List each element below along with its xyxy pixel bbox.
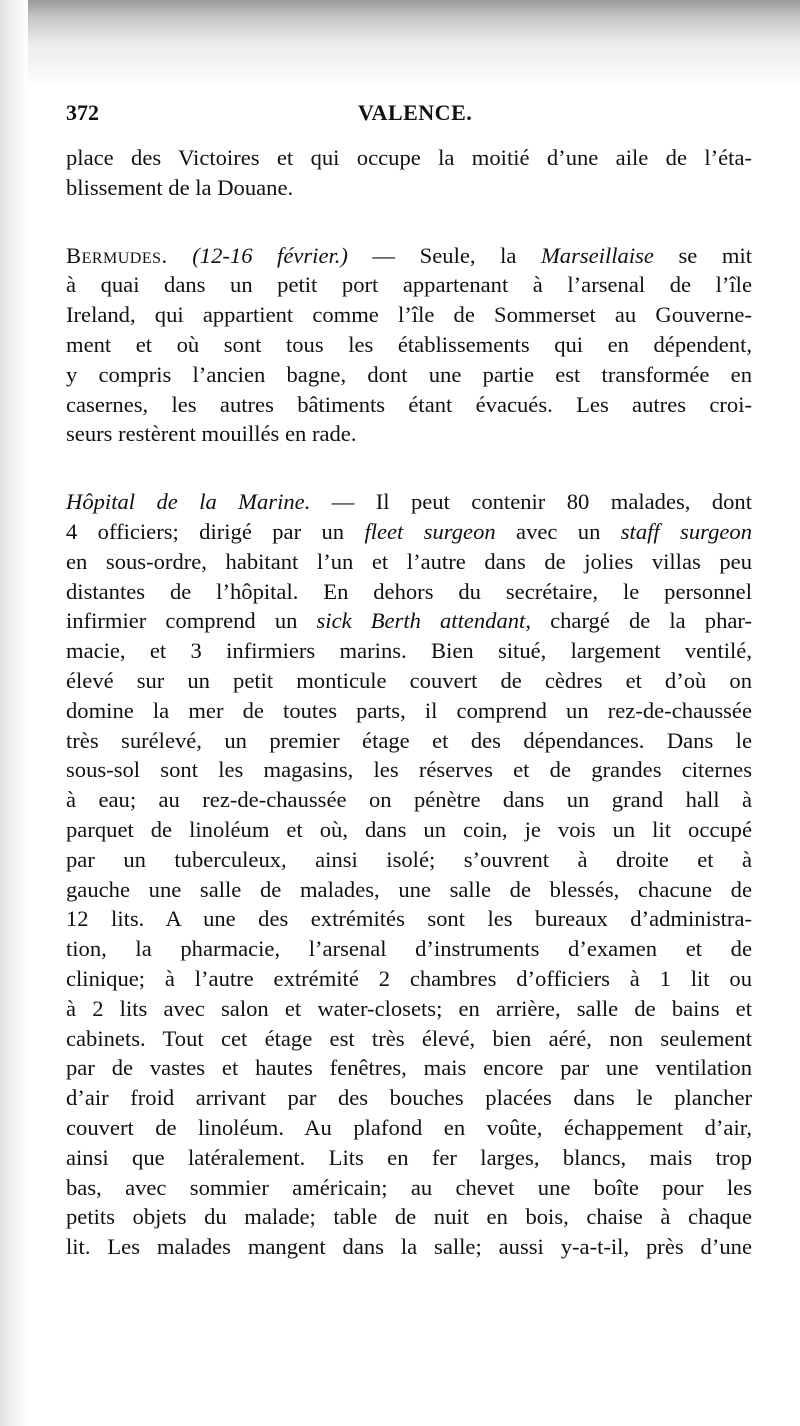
- text-line: macie, et 3 infirmiers marins. Bien situé, largement ventilé,: [66, 638, 752, 664]
- text-line: [66, 606, 752, 636]
- text-line: cabinets. Tout cet étage est très élevé, bien aéré, non seulement: [66, 1025, 752, 1051]
- section-lead-bermudes: Bermudes.: [66, 242, 168, 268]
- text-line: ment et où sont tous les établissements qui en dépendent,: [66, 331, 752, 357]
- text-line: en sous-ordre, habitant l’un et l’autre dans de jolies villas peu: [66, 548, 752, 574]
- paragraph-bermudes: [66, 241, 752, 450]
- text-line: élevé sur un petit monticule couvert de cèdres et d’où on: [66, 667, 752, 693]
- text-line: distantes de l’hôpital. En dehors du secrétaire, le personnel: [66, 578, 752, 604]
- text-fragment: infirmier comprend un: [66, 608, 317, 634]
- text-line: Ireland, qui appartient comme l’île de Sommerset au Gouverne-: [66, 302, 752, 328]
- text-line: [66, 487, 752, 517]
- text-line: seurs restèrent mouillés en rade.: [66, 421, 357, 447]
- scan-shadow-left: [0, 0, 28, 1426]
- text-fragment: avec un: [495, 518, 621, 544]
- text-line: parquet de linoléum et où, dans un coin, je vois un lit occupé: [66, 816, 752, 842]
- paragraph-hopital: [66, 487, 752, 1262]
- english-term: staff surgeon: [620, 518, 753, 544]
- text-line: [66, 241, 752, 271]
- text-line: y compris l’ancien bagne, dont une partie est transformée en: [66, 361, 752, 387]
- text-line: couvert de linoléum. Au plafond en voûte, échappement d’air,: [66, 1114, 752, 1140]
- page-header: [66, 100, 746, 136]
- text-fragment: — Il peut contenir 80 malades, dont: [310, 489, 752, 515]
- text-line: 12 lits. A une des extrémités sont les bureaux d’administra-: [66, 906, 752, 932]
- text-line: petits objets du malade; table de nuit en bois, chaise à chaque: [66, 1204, 752, 1230]
- text-line: bas, avec sommier américain; au chevet une boîte pour les: [66, 1174, 752, 1200]
- text-line: à 2 lits avec salon et water-closets; en arrière, salle de bains et: [66, 995, 752, 1021]
- scan-shadow-top: [0, 0, 800, 90]
- section-lead-hopital: Hôpital de la Marine.: [66, 489, 311, 515]
- text-fragment: chargé de la phar-: [531, 608, 752, 634]
- page-body: [66, 143, 752, 1262]
- text-line: sous-sol sont les magasins, les réserves et de grandes citernes: [66, 757, 752, 783]
- paragraph-douane: [66, 143, 752, 203]
- text-line: domine la mer de toutes parts, il comprend un rez-de-chaussée: [66, 697, 752, 723]
- ship-name: Marseillaise: [540, 242, 654, 268]
- running-title: VALENCE.: [358, 100, 473, 125]
- text-line: très surélevé, un premier étage et des dépendances. Dans le: [66, 727, 752, 753]
- date-range: (12-16 février.): [192, 242, 348, 268]
- text-line: d’air froid arrivant par des bouches placées dans le plancher: [66, 1085, 752, 1111]
- text-fragment: — Seule, la: [347, 242, 541, 268]
- text-line: par un tuberculeux, ainsi isolé; s’ouvrent à droite et à: [66, 846, 752, 872]
- text-line: blissement de la Douane.: [66, 174, 294, 200]
- text-line: par de vastes et hautes fenêtres, mais encore par une ventilation: [66, 1055, 752, 1081]
- text-line: lit. Les malades mangent dans la salle; aussi y-a-t-il, près d’une: [66, 1234, 752, 1260]
- text-line: à eau; au rez-de-chaussée on pénètre dans un grand hall à: [66, 787, 752, 813]
- english-term: sick Berth attendant,: [316, 608, 531, 634]
- text-line: place des Victoires et qui occupe la moitié d’une aile de l’éta-: [66, 145, 752, 170]
- page-number: 372: [66, 100, 99, 125]
- text-line: tion, la pharmacie, l’arsenal d’instruments d’examen et de: [66, 936, 752, 962]
- text-line: [66, 517, 752, 547]
- text-line: casernes, les autres bâtiments étant évacués. Les autres croi-: [66, 391, 752, 417]
- text-fragment: 4 officiers; dirigé par un: [66, 518, 365, 544]
- text-line: clinique; à l’autre extrémité 2 chambres d’officiers à 1 lit ou: [66, 965, 752, 991]
- text-line: ainsi que latéralement. Lits en fer larges, blancs, mais trop: [66, 1144, 752, 1170]
- english-term: fleet surgeon: [364, 518, 496, 544]
- text-line: gauche une salle de malades, une salle de blessés, chacune de: [66, 876, 752, 902]
- text-fragment: se mit: [653, 242, 753, 268]
- text-line: à quai dans un petit port appartenant à l’arsenal de l’île: [66, 272, 752, 298]
